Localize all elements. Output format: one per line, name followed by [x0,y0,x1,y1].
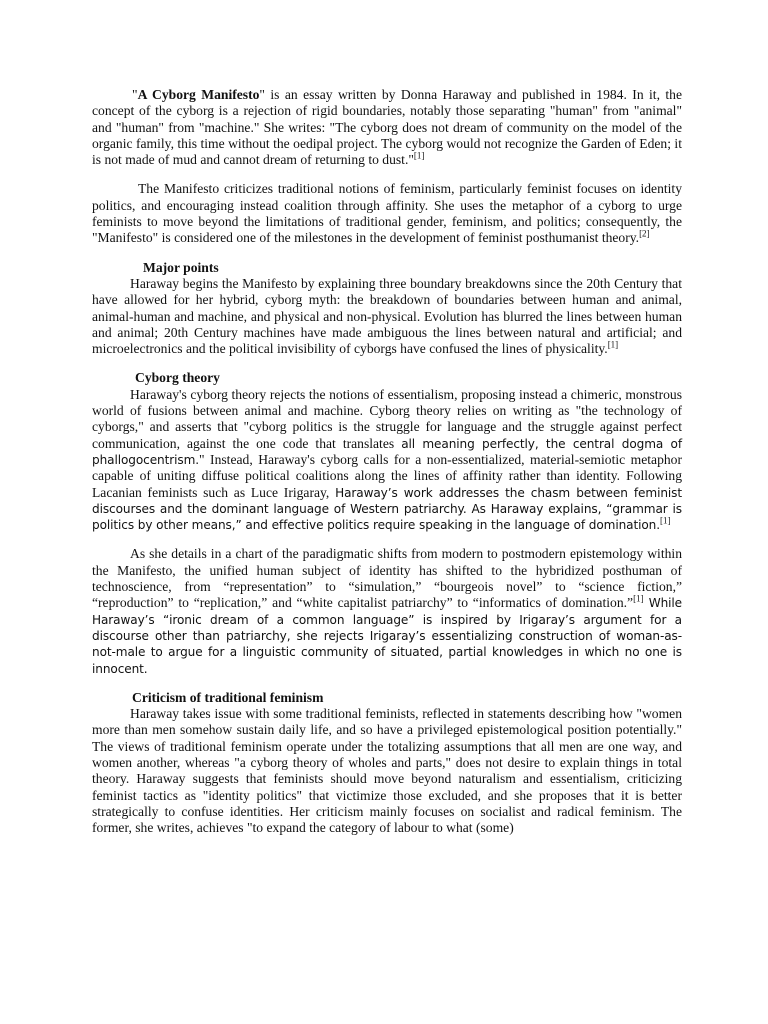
major-points-text: Haraway begins the Manifesto by explaining three boundary breakdowns since the 20th Century that have allowed for her hybrid, cyborg myth: the breakdown of boundaries between human and animal, animal-human and machine, and physical and non-physical. Evolution has blurred the lines between human and animal; 20th Century machines have made ambiguous the lines between natural and artificial; and microelectronics and the political invisibility of cyborgs have confused the lines of physicality. [92,275,682,357]
criticism-text: Haraway takes issue with some traditional feminists, reflected in statements describing how "women more than men somehow sustain daily life, and so have a privileged epistemological position potentially." The views of traditional feminism operate under the totalizing assumptions that all men are one way, and women another, whereas "a cyborg theory of wholes and parts," does not desire to explain things in total theory. Haraway suggests that feminists should move beyond naturalism and essentialism, criticizing feminist tactics as "identity politics" that victimize those excluded, and she proposes that it is better strategically to confuse identities. Her criticism mainly focuses on socialist and radical feminism. The former, she writes, achieves "to expand the category of labour to what (some) [92,706,682,836]
intro-paragraph [92,87,682,168]
manifesto-paragraph [92,181,682,246]
citation-ref[interactable]: [1] [607,339,619,350]
cyborg-theory-text-a: Haraway's cyborg theory rejects the notions of essentialism, proposing instead a chimeric, monstrous world of fusions between animal and machine. Cyborg theory relies on writing as "the technology of cyborgs," and asserts that "cyborg politics is the struggle for language and the struggle against perfect communication, against the one code that translates [92,386,682,451]
intro-text: " is an essay written by Donna Haraway and published in 1984. In it, the concept of the cyborg is a rejection of rigid boundaries, notably those separating "human" from "animal" and "human" from "machine." She writes: "The cyborg does not dream of community on the model of the organic family, this time without the oedipal project. The cyborg would not recognize the Garden of Eden; it is not made of mud and cannot dream of returning to dust." [92,87,682,168]
citation-ref[interactable]: [1] [660,515,671,526]
citation-ref[interactable]: [1] [413,150,425,161]
manifesto-text: The Manifesto criticizes traditional notions of feminism, particularly feminist focuses on identity politics, and encouraging instead coalition through affinity. She uses the metaphor of a cyborg to urge feminists to move beyond the limitations of traditional gender, feminism, and politics; consequently, the "Manifesto" is considered one of the milestones in the development of feminist posthumanist theory. [92,181,682,246]
paradigm-text-a: As she details in a chart of the paradigmatic shifts from modern to postmodern epistemology within the Manifesto, the unified human subject of identity has shifted to the hybridized posthuman of technoscience, from “representation” to “simulation,” “bourgeois novel” to “science fiction,” “reproduction” to “replication,” and “white capitalist patriarchy” to “informatics of domination.” [92,546,682,611]
major-points-heading: Major points [143,259,219,275]
cyborg-theory-text-d: Haraway’s work addresses the chasm between feminist discourses and the dominant language of Western patriarchy. As Haraway explains, “grammar is politics by other means,” and effective politics require speaking in the language of domination. [92,485,682,533]
cyborg-theory-text-b: all meaning perfectly, the central dogma of phallogocentrism. [92,436,683,467]
criticism-heading: Criticism of traditional feminism [132,689,324,705]
paradigm-text-b: While Haraway’s “ironic dream of a common language” is inspired by Irigaray’s argument for a discourse other than patriarchy, she rejects Irigaray’s essentializing construction of woman-as-not-male to argue for a linguistic community of situated, partial knowledges in which no one is innocent. [92,596,683,676]
cyborg-theory-heading: Cyborg theory [135,370,220,386]
citation-ref[interactable]: [1] [633,593,644,604]
paradigm-paragraph [92,546,682,676]
major-points-paragraph [92,276,682,357]
cyborg-theory-paragraph [92,387,682,534]
essay-title: A Cyborg Manifesto [137,87,260,102]
criticism-paragraph [92,706,682,836]
citation-ref[interactable]: [2] [639,228,650,239]
cyborg-theory-text-c: " Instead, Haraway's cyborg calls for a non-essentialized, material-semiotic metaphor capable of uniting diffuse political coalitions along the lines of affinity rather than identity. Following Lacanian feminists such as Luce Irigaray, [92,451,682,500]
open-quote: " [132,87,138,102]
